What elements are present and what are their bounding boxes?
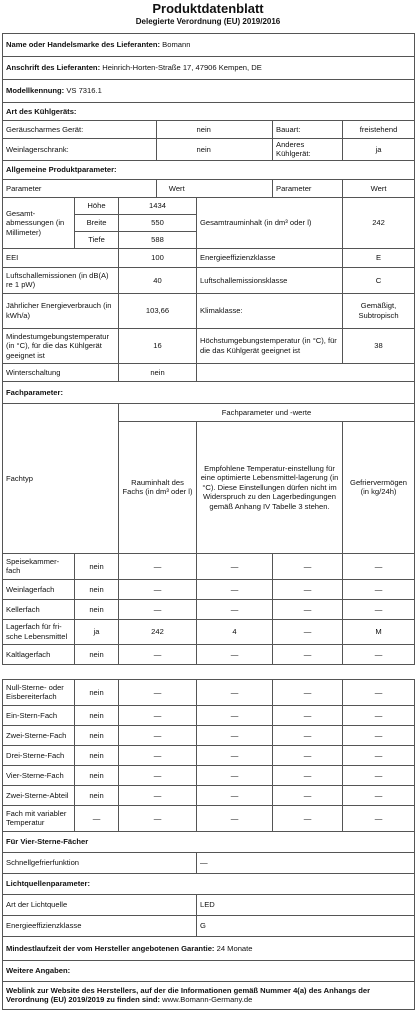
dimensions-label: Gesamt-abmessungen (in Millimeter) [3,197,75,248]
model-label: Modellkennung: [6,86,65,96]
supplier-value: Bomann [162,40,191,50]
compartment-freezing: — [273,619,343,644]
compartment-name: Speisekammer-fach [3,553,75,579]
compartment-temp: — [197,679,273,705]
supplier-row [3,34,415,57]
compartment-heading: Fachparameter: [3,381,415,403]
address-label: Anschrift des Lieferanten: [6,63,101,73]
compartment-name: Kaltlagerfach [3,644,75,664]
compartment-defrost: M [343,619,415,644]
eei-row [3,248,415,267]
compartment-volume: — [119,765,197,785]
height-value: 1434 [119,197,197,214]
compartment-name: Fach mit variabler Temperatur [3,805,75,831]
compartment-temp: 4 [197,619,273,644]
compartment-row [3,619,415,644]
compartment-volume: — [119,805,197,831]
compartment-temp: — [197,553,273,579]
dimension-row [3,197,415,214]
supplier-label: Name oder Handelsmarke des Lieferanten: [6,40,161,50]
compartment-group-header: Fachparameter und -werte [119,403,415,421]
more-info-label: Weitere Angaben: [3,960,415,981]
col-value: Wert [343,179,415,197]
design-value: freistehend [343,121,415,139]
page-title: Produktdatenblatt [152,1,264,16]
warranty-value: 24 Monate [216,943,253,953]
temperature-row [3,328,415,363]
compartment-present: nein [75,785,119,805]
noise-class-label: Luftschallemissionsklasse [197,267,343,293]
compartment-freezing: — [273,553,343,579]
compartment-table-2 [2,679,415,832]
compartment-present: nein [75,553,119,579]
winter-row [3,363,415,381]
compartment-name: Ein-Stern-Fach [3,705,75,725]
noise-class-value: C [343,267,415,293]
general-heading: Allgemeine Produktparameter: [3,160,415,179]
weblink-value[interactable]: www.Bomann-Germany.de [162,995,253,1005]
compartment-name: Null-Sterne- oder Eisbereiterfach [3,679,75,705]
compartment-volume: — [119,579,197,599]
compartment-heading-row [3,381,415,403]
height-label: Höhe [75,197,119,214]
compartment-volume: — [119,599,197,619]
appliance-type-heading-row [3,103,415,121]
noise-value: 40 [119,267,197,293]
compartment-row [3,785,415,805]
design-label: Bauart: [273,121,343,139]
compartment-volume: — [119,705,197,725]
wine-cabinet-label: Weinlagerschrank: [3,139,157,161]
min-temp-value: 16 [119,328,197,363]
compartment-temp: — [197,599,273,619]
compartment-volume: 242 [119,619,197,644]
compartment-defrost: — [343,579,415,599]
energy-row [3,293,415,328]
four-star-heading-row [3,831,415,852]
min-temp-label: Mindestumgebungstemperatur (in °C), für die das Kühlgerät geeignet ist [3,328,119,363]
compartment-temp: — [197,745,273,765]
light-class-row [3,915,415,936]
compartment-name: Drei-Sterne-Fach [3,745,75,765]
compartment-freezing: — [273,785,343,805]
appliance-type-row [3,121,415,139]
max-temp-value: 38 [343,328,415,363]
address-value: Heinrich-Horten-Straße 17, 47906 Kempen, DE [102,63,262,73]
compartment-volume: — [119,745,197,765]
compartment-volume: — [119,644,197,664]
model-value: VS 7316.1 [66,86,102,96]
light-class-value: G [197,915,415,936]
light-type-row [3,894,415,915]
address-row [3,57,415,80]
compartment-freezing: — [273,644,343,664]
energy-value: 103,66 [119,293,197,328]
compartment-defrost: — [343,725,415,745]
compartment-table-1 [2,553,415,665]
compartment-row [3,599,415,619]
low-noise-value: nein [196,124,211,134]
compartment-present: nein [75,725,119,745]
compartment-row [3,579,415,599]
four-star-heading: Für Vier-Sterne-Fächer [3,831,415,852]
compartment-present: nein [75,644,119,664]
eei-value: 100 [119,248,197,267]
climate-label: Klimaklasse: [197,293,343,328]
compartment-volume: — [119,785,197,805]
warranty-label: Mindestlaufzeit der vom Hersteller angebotenen Garantie: [6,943,215,953]
quick-freeze-value: — [197,852,415,873]
other-appliance-label: Anderes Kühlgerät: [273,139,343,161]
compartment-group-row [3,403,415,421]
compartment-volume: — [119,553,197,579]
compartment-name: Weinlagerfach [3,579,75,599]
compartment-name: Lagerfach für fri-sche Lebensmittel [3,619,75,644]
compartment-freezing: — [273,579,343,599]
fachtyp-header: Fachtyp [3,403,119,553]
compartment-row [3,679,415,705]
light-class-label: Energieeffizienzklasse [3,915,197,936]
col-value: Wert [157,179,197,197]
volume-header: Rauminhalt des Fachs (in dm³ oder l) [119,421,197,553]
more-info-row [3,960,415,981]
page-subtitle: Delegierte Verordnung (EU) 2019/2016 [135,17,281,26]
eei-label: EEI [3,248,119,267]
compartment-defrost: — [343,553,415,579]
compartment-freezing: — [273,599,343,619]
general-header-row [3,179,415,197]
compartment-volume: — [119,725,197,745]
general-heading-row [3,160,415,179]
efficiency-class-label: Energieeffizienzklasse [197,248,343,267]
climate-value: Gemäßigt, Subtropisch [343,293,415,328]
noise-row [3,267,415,293]
compartment-temp: — [197,725,273,745]
compartment-temp: — [197,579,273,599]
compartment-freezing: — [273,725,343,745]
col-parameter: Parameter [273,179,343,197]
compartment-defrost: — [343,765,415,785]
weblink-label: Weblink zur Website des Herstellers, auf der die Informationen gemäß Nummer 4(a) des Anhangs der Verordnung (EU) 2019/2019 zu finden sind: [6,985,371,1005]
compartment-present: ja [75,619,119,644]
temp-setting-header: Empfohlene Temperatur-einstellung für eine optimierte Lebensmittel-lagerung (in °C). Diese Einstellungen dürfen nicht im Widerspruch zu den Lagerbedingungen gemäß Anhang IV Tabelle 3 stehen. [197,421,343,553]
compartment-temp: — [197,644,273,664]
compartment-volume: — [119,679,197,705]
light-heading-row [3,873,415,894]
low-noise-label: Geräuscharmes Gerät: [3,121,157,139]
compartment-row [3,765,415,785]
compartment-defrost: — [343,599,415,619]
compartment-freezing: — [273,745,343,765]
weblink-row [3,981,415,1009]
total-volume-value: 242 [343,197,415,248]
wine-cabinet-value: nein [196,144,211,154]
depth-value: 588 [119,231,197,248]
compartment-defrost: — [343,785,415,805]
energy-label: Jährlicher Energieverbrauch (in kWh/a) [3,293,119,328]
light-type-label: Art der Lichtquelle [3,894,197,915]
compartment-name: Vier-Sterne-Fach [3,765,75,785]
compartment-present: nein [75,705,119,725]
col-parameter: Parameter [3,179,157,197]
document-header [0,0,416,33]
compartment-defrost: — [343,705,415,725]
compartment-temp: — [197,705,273,725]
light-heading: Lichtquellenparameter: [3,873,415,894]
compartment-freezing: — [273,765,343,785]
compartment-freezing: — [273,679,343,705]
compartment-temp: — [197,785,273,805]
compartment-present: nein [75,599,119,619]
width-label: Breite [75,214,119,231]
compartment-name: Kellerfach [3,599,75,619]
efficiency-class-value: E [343,248,415,267]
compartment-defrost: — [343,644,415,664]
light-type-value: LED [197,894,415,915]
quick-freeze-row [3,852,415,873]
freezing-capacity-header: Gefriervermögen (in kg/24h) [343,421,415,553]
compartment-temp: — [197,805,273,831]
compartment-row [3,553,415,579]
compartment-present: nein [75,745,119,765]
winter-value: nein [119,363,197,381]
compartment-row [3,705,415,725]
compartment-present: — [75,805,119,831]
compartment-name: Zwei-Sterne-Abteil [3,785,75,805]
compartment-defrost: — [343,679,415,705]
depth-label: Tiefe [75,231,119,248]
compartment-row [3,725,415,745]
compartment-present: nein [75,765,119,785]
compartment-row [3,644,415,664]
appliance-type-heading: Art des Kühlgeräts: [3,103,415,121]
compartment-defrost: — [343,805,415,831]
product-datasheet-table [2,33,415,554]
noise-label: Luftschallemissionen (in dB(A) re 1 pW) [3,267,119,293]
quick-freeze-label: Schnellgefrierfunktion [3,852,197,873]
total-volume-label: Gesamtrauminhalt (in dm³ oder l) [197,197,343,248]
footer-table [2,831,415,1010]
compartment-name: Zwei-Sterne-Fach [3,725,75,745]
winter-label: Winterschaltung [3,363,119,381]
compartment-freezing: — [273,805,343,831]
max-temp-label: Höchstumgebungstemperatur (in °C), für die das Kühlgerät geeignet ist [197,328,343,363]
other-appliance-value: ja [343,139,415,161]
compartment-temp: — [197,765,273,785]
compartment-freezing: — [273,705,343,725]
model-row [3,80,415,103]
warranty-row [3,936,415,960]
appliance-type-row [3,139,415,161]
compartment-present: nein [75,679,119,705]
width-value: 550 [119,214,197,231]
compartment-present: nein [75,579,119,599]
compartment-defrost: — [343,745,415,765]
compartment-row [3,745,415,765]
compartment-row [3,805,415,831]
